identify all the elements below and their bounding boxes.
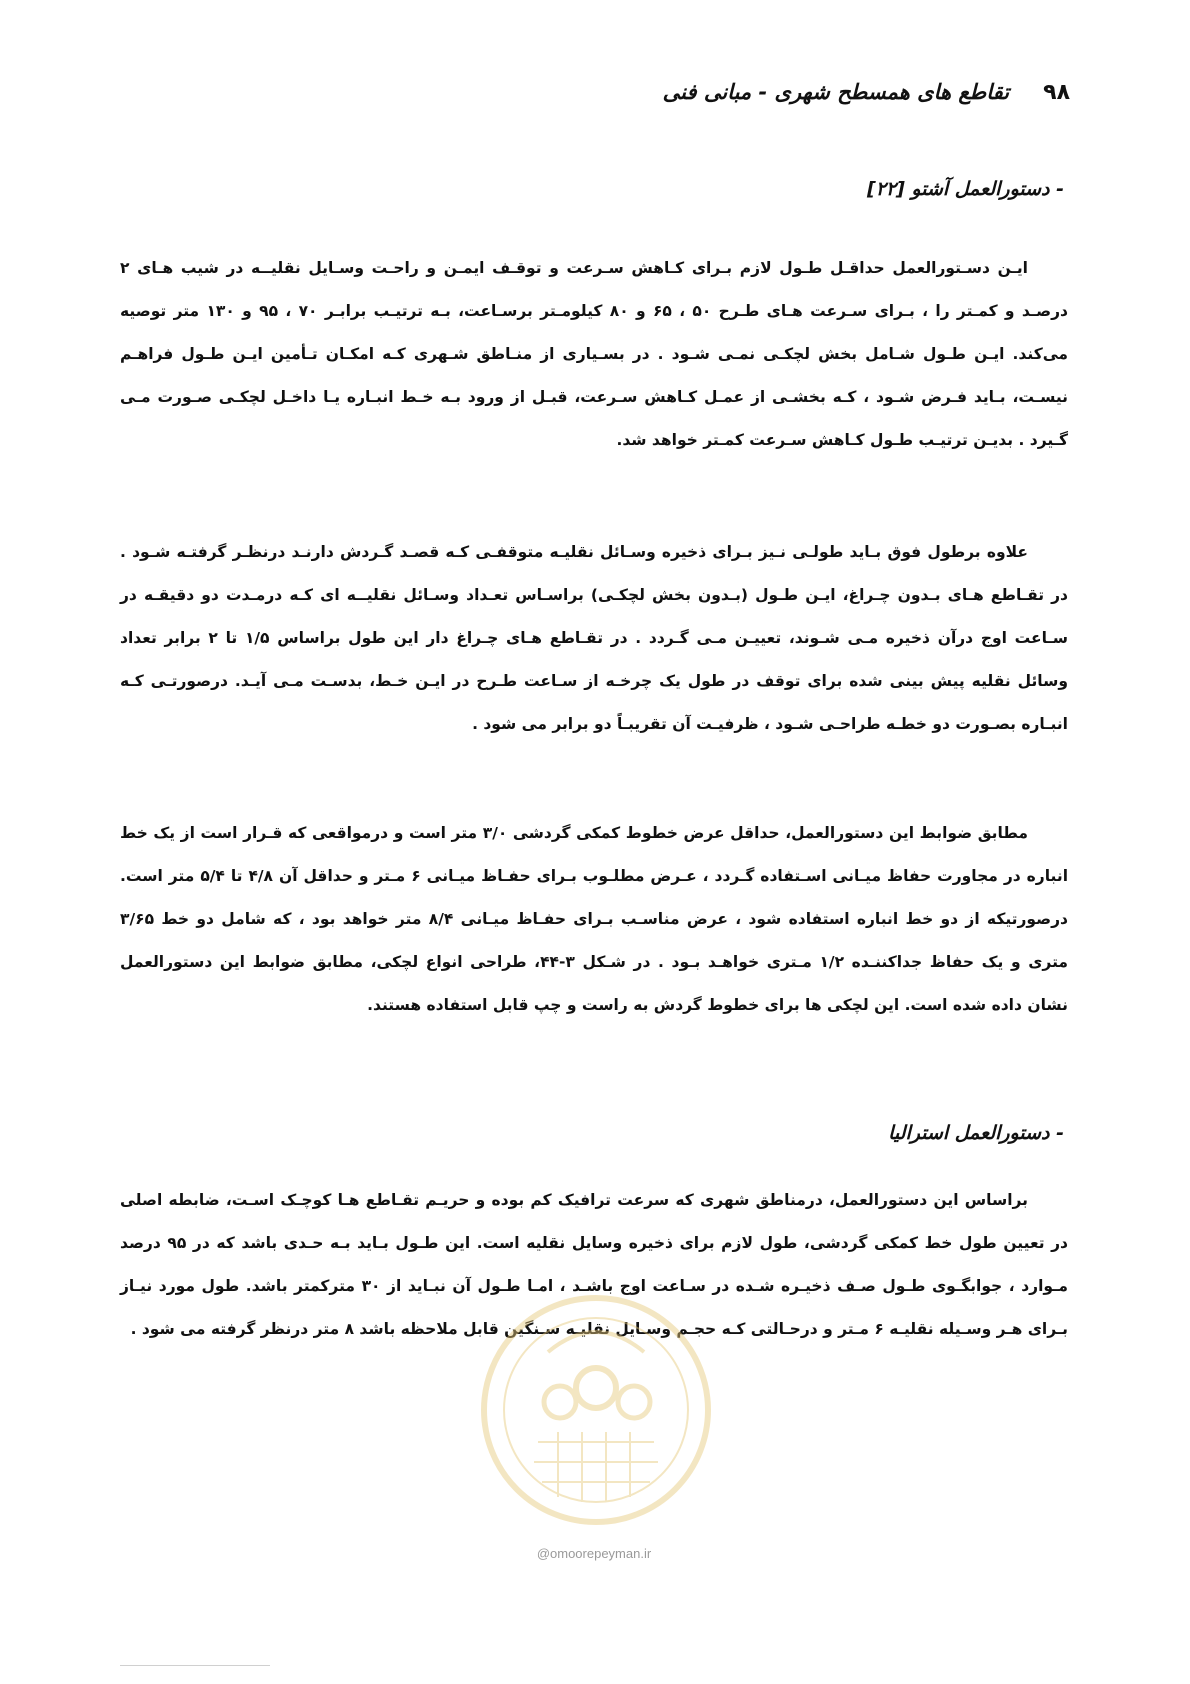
section-heading-australia: - دستورالعمل استرالیا [888,1122,1064,1144]
paragraph-lane-width: مطابق ضوابط این دستورالعمل، حداقل عرض خطوط کمکی گردشی ۳/۰ متر است و درمواقعی که قـرار است از یک خط انباره در مجاورت حفاظ میـانی اسـتفاده گـردد ، عـرض مطلـوب بـرای حفـاظ میـانی ۶ مـتر و حداقل آن ۴/۸ تا ۵/۴ متر است. درصورتیکه از دو خط انباره استفاده شود ، عرض مناسـب بـرای حفـاظ میـانی ۸/۴ متر خواهد بود ، که شامل دو خط ۳/۶۵ متری و یک حفاظ جداکننـده ۱/۲ مـتری خواهـد بـود . در شـکل ۳-۴۴، طراحی انواع لچکی، مطابق ضوابط این دستورالعمل نشان داده شده است. این لچکی ها برای خطوط گردش به راست و چپ قابل استفاده هستند. [120,824,1069,1014]
section-heading-aashto: - دستورالعمل آشتو [۲۲] [867,178,1064,200]
page-number: ۹۸ [1043,79,1070,105]
footer-rule [120,1665,270,1666]
running-title: تقاطع های همسطح شهری - مبانی فنی [662,80,1010,104]
page-header [120,72,1070,112]
paragraph-australia: براساس این دستورالعمل، درمناطق شهری که سرعت ترافیک کم بوده و حریـم تقـاطع هـا کوچـک اسـت، ضابطه اصلی در تعیین طول خط کمکی گردشی، طول لازم برای ذخیره وسایل نقلیه است. این طـول بـاید بـه حـدی باشد که در ۹۵ درصد مـوارد ، جوابگـوی طـول صـف ذخیـره شـده در سـاعت اوج باشـد ، امـا طـول آن نبـاید از ۳۰ مترکمتر باشد. طول مورد نیـاز بـرای هـر وسـیله نقلیـه ۶ مـتر و درحـالتی کـه حجـم وسـایل نقلیـه سـنگین قابل ملاحظه باشد ۸ متر درنظر گرفته می شود . [120,1191,1069,1338]
watermark-url: @omoorepeyman.ir [536,1546,652,1561]
paragraph-aashto-deceleration: ایـن دسـتورالعمل حداقـل طـول لازم بـرای کـاهش سـرعت و توقـف ایمـن و راحـت وسـایل نقلیــه در شیب هـای ۲ درصـد و کمـتر را ، بـرای سـرعت هـای طـرح ۵۰ ، ۶۵ و ۸۰ کیلومـتر برسـاعت، بـه ترتیـب برابـر ۷۰ ، ۹۵ و ۱۳۰ متر توصیه می‌کند. ایـن طـول شـامل بخش لچکـی نمـی شـود . در بسـیاری از منـاطق شـهری کـه امکـان تـأمین ایـن طـول فراهـم نیسـت، بـاید فـرض شـود ، کـه بخشـی از عمـل کـاهش سـرعت، قبـل از ورود بـه خـط انبـاره یـا داخـل لچکـی صـورت مـی گـیرد . بدیـن ترتیـب طـول کـاهش سـرعت کمـتر خواهد شد. [120,259,1068,449]
paragraph-storage-length: علاوه برطول فوق بـاید طولـی نـیز بـرای ذخیره وسـائل نقلیـه متوقفـی کـه قصـد گـردش دارنـد درنظـر گرفتـه شـود . در تقـاطع هـای بـدون چـراغ، ایـن طـول (بـدون بخش لچکـی) براسـاس تعـداد وسـائل نقلیــه ای کـه درمـدت دو دقیقـه در سـاعت اوج درآن ذخیره مـی شـوند، تعییـن مـی گـردد . در تقـاطع هـای چـراغ دار این طول براساس ۱/۵ تا ۲ برابر تعداد وسائل نقلیه پیش بینی شده برای توقف در طول یک چرخـه از سـاعت طـرح در ایـن خـط، بدسـت مـی آیـد. درصورتـی کـه انبـاره بصـورت دو خطـه طراحـی شـود ، ظرفیـت آن تقریبـاً دو برابر می شود . [120,543,1068,733]
